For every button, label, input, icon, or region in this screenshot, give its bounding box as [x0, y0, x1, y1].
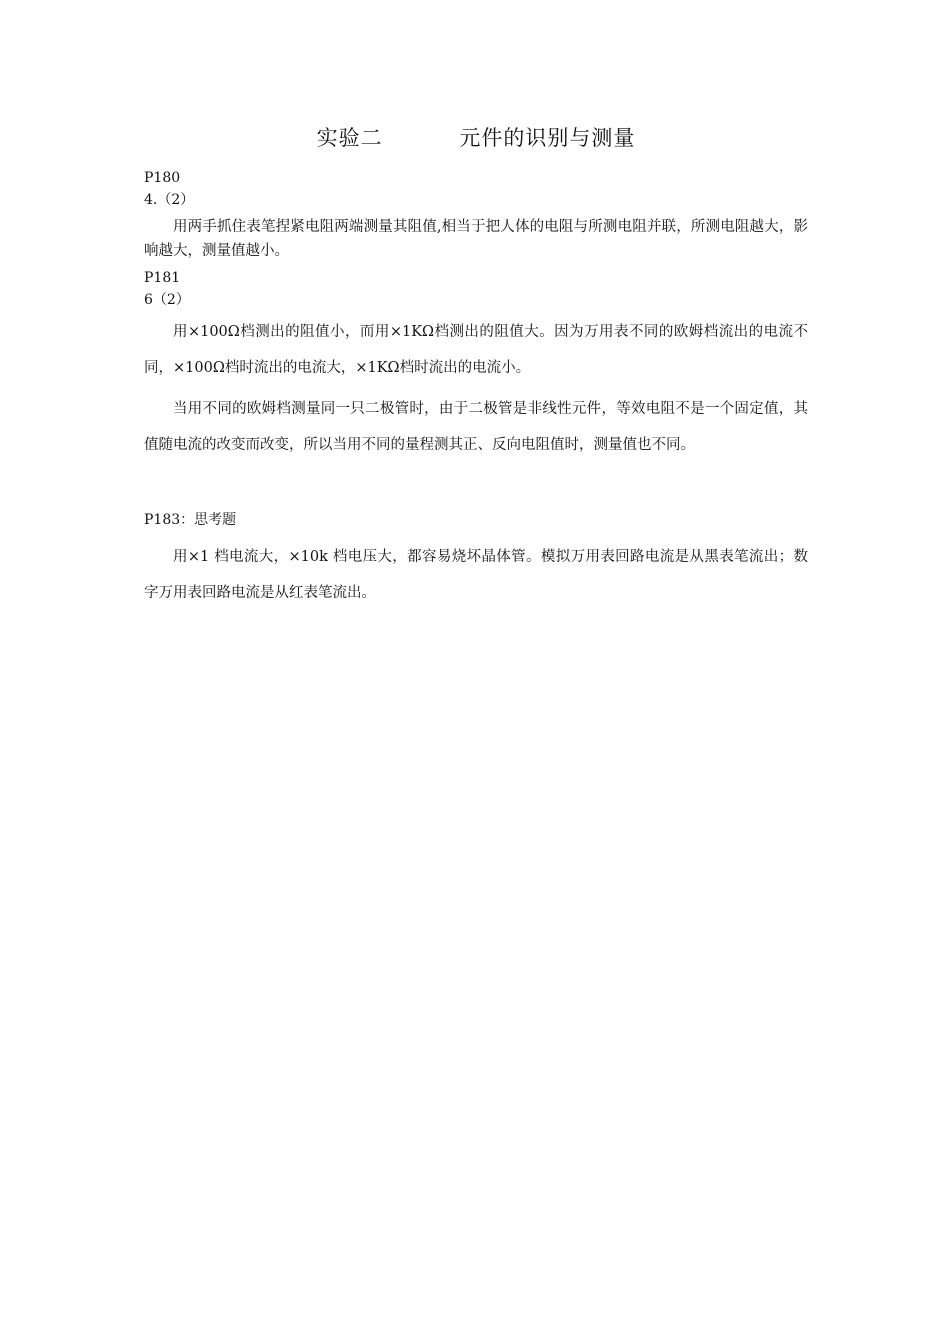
question-label-6-2: 6（2） [144, 292, 190, 308]
section-label-p183: P183：思考题 [144, 512, 237, 528]
section-label-p181: P181 [144, 270, 181, 286]
page-title: 实验二 元件的识别与测量 [316, 126, 636, 150]
section-label-p180: P180 [144, 170, 181, 186]
document-page [144, 0, 808, 1344]
answer-paragraph-6-2-first: 用×100Ω档测出的阻值小，而用×1KΩ档测出的阻值大。因为万用表不同的欧姆档流出的电流不同，×100Ω档时流出的电流大，×1KΩ档时流出的电流小。 [144, 324, 808, 376]
answer-paragraph-p183: 用×1 档电流大，×10k 档电压大，都容易烧坏晶体管。模拟万用表回路电流是从黑表笔流出；数字万用表回路电流是从红表笔流出。 [144, 549, 808, 601]
question-label-4-2: 4.（2） [144, 192, 195, 208]
answer-paragraph-4-2: 用两手抓住表笔捏紧电阻两端测量其阻值,相当于把人体的电阻与所测电阻并联，所测电阻越大，影响越大，测量值越小。 [144, 219, 808, 259]
answer-paragraph-6-2-second: 当用不同的欧姆档测量同一只二极管时，由于二极管是非线性元件，等效电阻不是一个固定值，其值随电流的改变而改变，所以当用不同的量程测其正、反向电阻值时，测量值也不同。 [144, 401, 808, 453]
